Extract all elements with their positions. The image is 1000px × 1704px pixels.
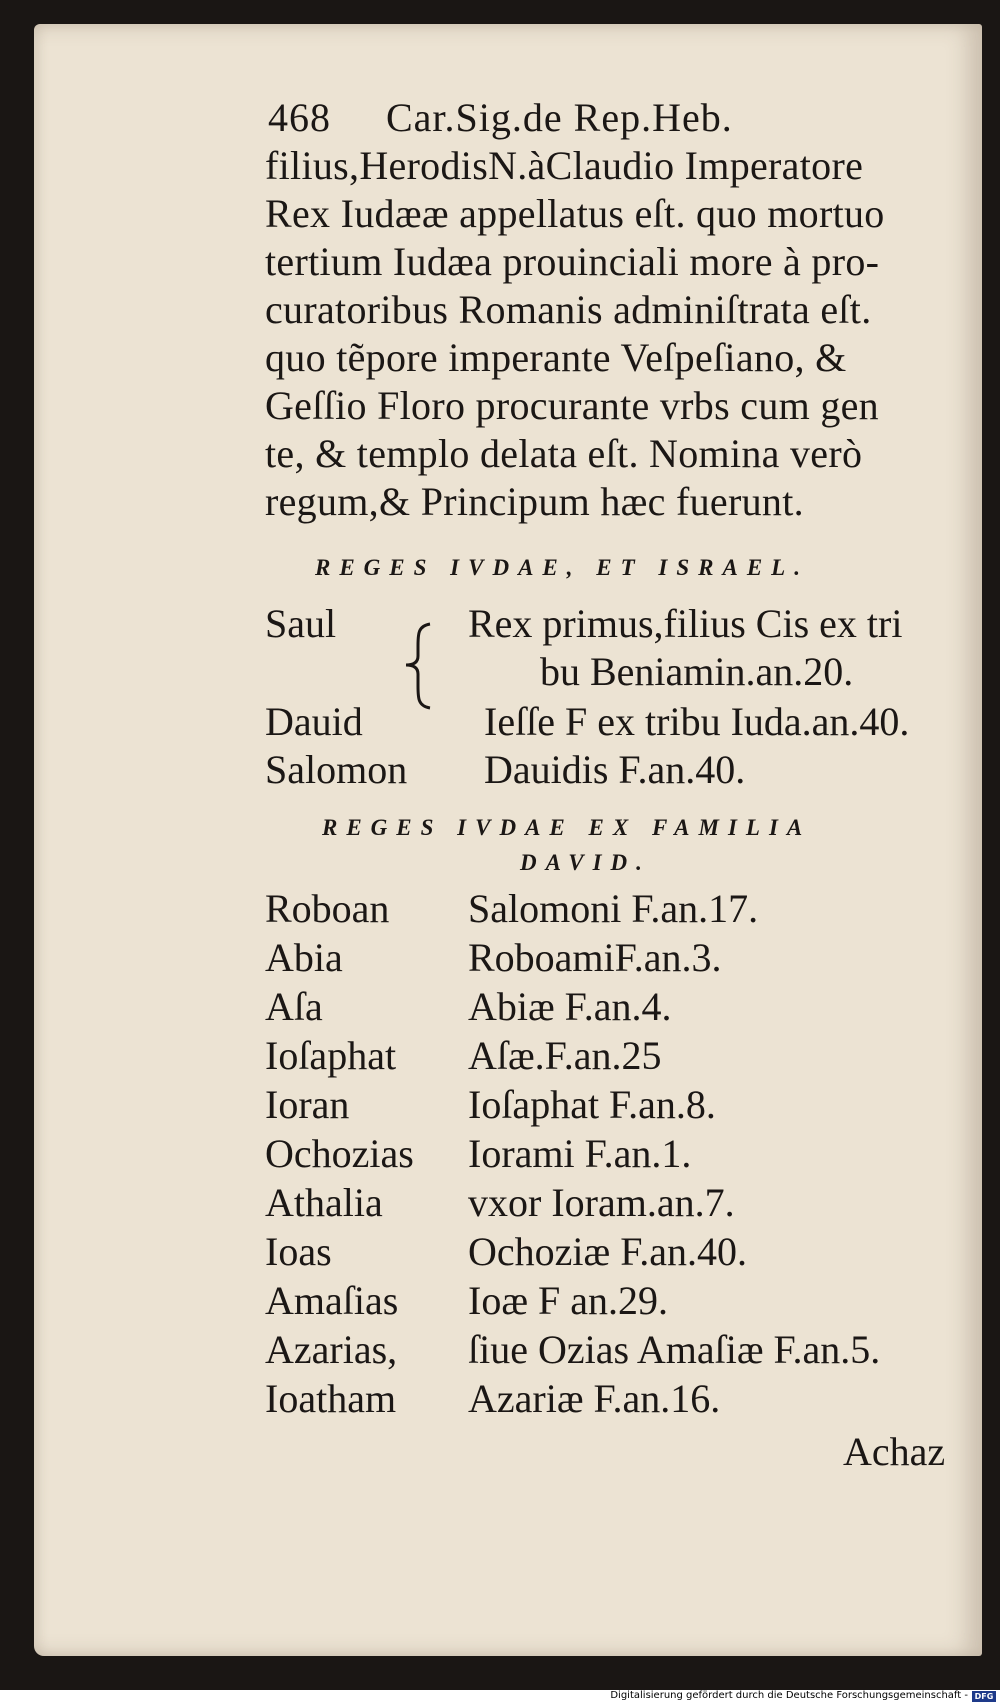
body-line: quo tẽpore imperante Veſpeſiano, &	[265, 335, 847, 380]
body-line: te, & templo delata eſt. Nomina verò	[265, 431, 863, 476]
king-name: Azarias,	[265, 1327, 398, 1372]
king-name: Ioran	[265, 1082, 350, 1127]
section-heading-reges-iudae-israel: REGES IVDAE, ET ISRAEL.	[315, 555, 809, 580]
king-name: Ioas	[265, 1229, 332, 1274]
king-description: bu Beniamin.an.20.	[540, 649, 854, 694]
king-description: Salomoni F.an.17.	[468, 886, 759, 931]
body-line: regum,& Principum hæc fuerunt.	[265, 479, 804, 524]
king-name: Abia	[265, 935, 343, 980]
king-name: Saul	[265, 601, 337, 646]
king-name: Athalia	[265, 1180, 383, 1225]
page-number: 468	[268, 95, 331, 140]
king-name: Aſa	[265, 984, 323, 1029]
body-line: curatoribus Romanis adminiſtrata eſt.	[265, 287, 872, 332]
king-description: ſiue Ozias Amaſiæ F.an.5.	[468, 1327, 881, 1372]
king-description: Azariæ F.an.16.	[468, 1376, 721, 1421]
body-line: tertium Iudæa prouinciali more à pro-	[265, 239, 880, 284]
king-description: Ieſſe F ex tribu Iuda.an.40.	[484, 699, 910, 744]
king-name: Ochozias	[265, 1131, 414, 1176]
king-name: Dauid	[265, 699, 363, 744]
king-description: Dauidis F.an.40.	[484, 747, 746, 792]
king-description: Ioſaphat F.an.8.	[468, 1082, 716, 1127]
king-name: Roboan	[265, 886, 390, 931]
body-line: filius,HerodisN.àClaudio Imperatore	[265, 143, 864, 188]
body-line: Rex Iudææ appellatus eſt. quo mortuo	[265, 191, 885, 236]
digitization-footer	[0, 1690, 1000, 1704]
curly-brace-icon	[400, 620, 436, 710]
king-description: Abiæ F.an.4.	[468, 984, 672, 1029]
king-description: Iorami F.an.1.	[468, 1131, 692, 1176]
footer-credit: Digitalisierung gefördert durch die Deutsche Forschungsgemeinschaft -	[610, 1690, 968, 1701]
king-name: Amaſias	[265, 1278, 399, 1323]
king-name: Ioſaphat	[265, 1033, 397, 1078]
king-description: Ioæ F an.29.	[468, 1278, 668, 1323]
section-heading-david: DAVID.	[520, 850, 651, 875]
body-line: Geſſio Floro procurante vrbs cum gen	[265, 383, 879, 428]
dfg-logo-icon: DFG	[972, 1691, 996, 1702]
king-description: Aſæ.F.an.25	[468, 1033, 662, 1078]
king-description: Ochoziæ F.an.40.	[468, 1229, 747, 1274]
king-name: Ioatham	[265, 1376, 397, 1421]
king-description: Rex primus,filius Cis ex tri	[468, 601, 903, 646]
king-name: Salomon	[265, 747, 408, 792]
running-title: Car.Sig.de Rep.Heb.	[386, 95, 733, 140]
king-description: vxor Ioram.an.7.	[468, 1180, 735, 1225]
running-head	[268, 94, 733, 141]
catchword: Achaz	[843, 1429, 946, 1474]
section-heading-reges-iudae-david: REGES IVDAE EX FAMILIA	[322, 815, 812, 840]
king-description: RoboamiF.an.3.	[468, 935, 722, 980]
